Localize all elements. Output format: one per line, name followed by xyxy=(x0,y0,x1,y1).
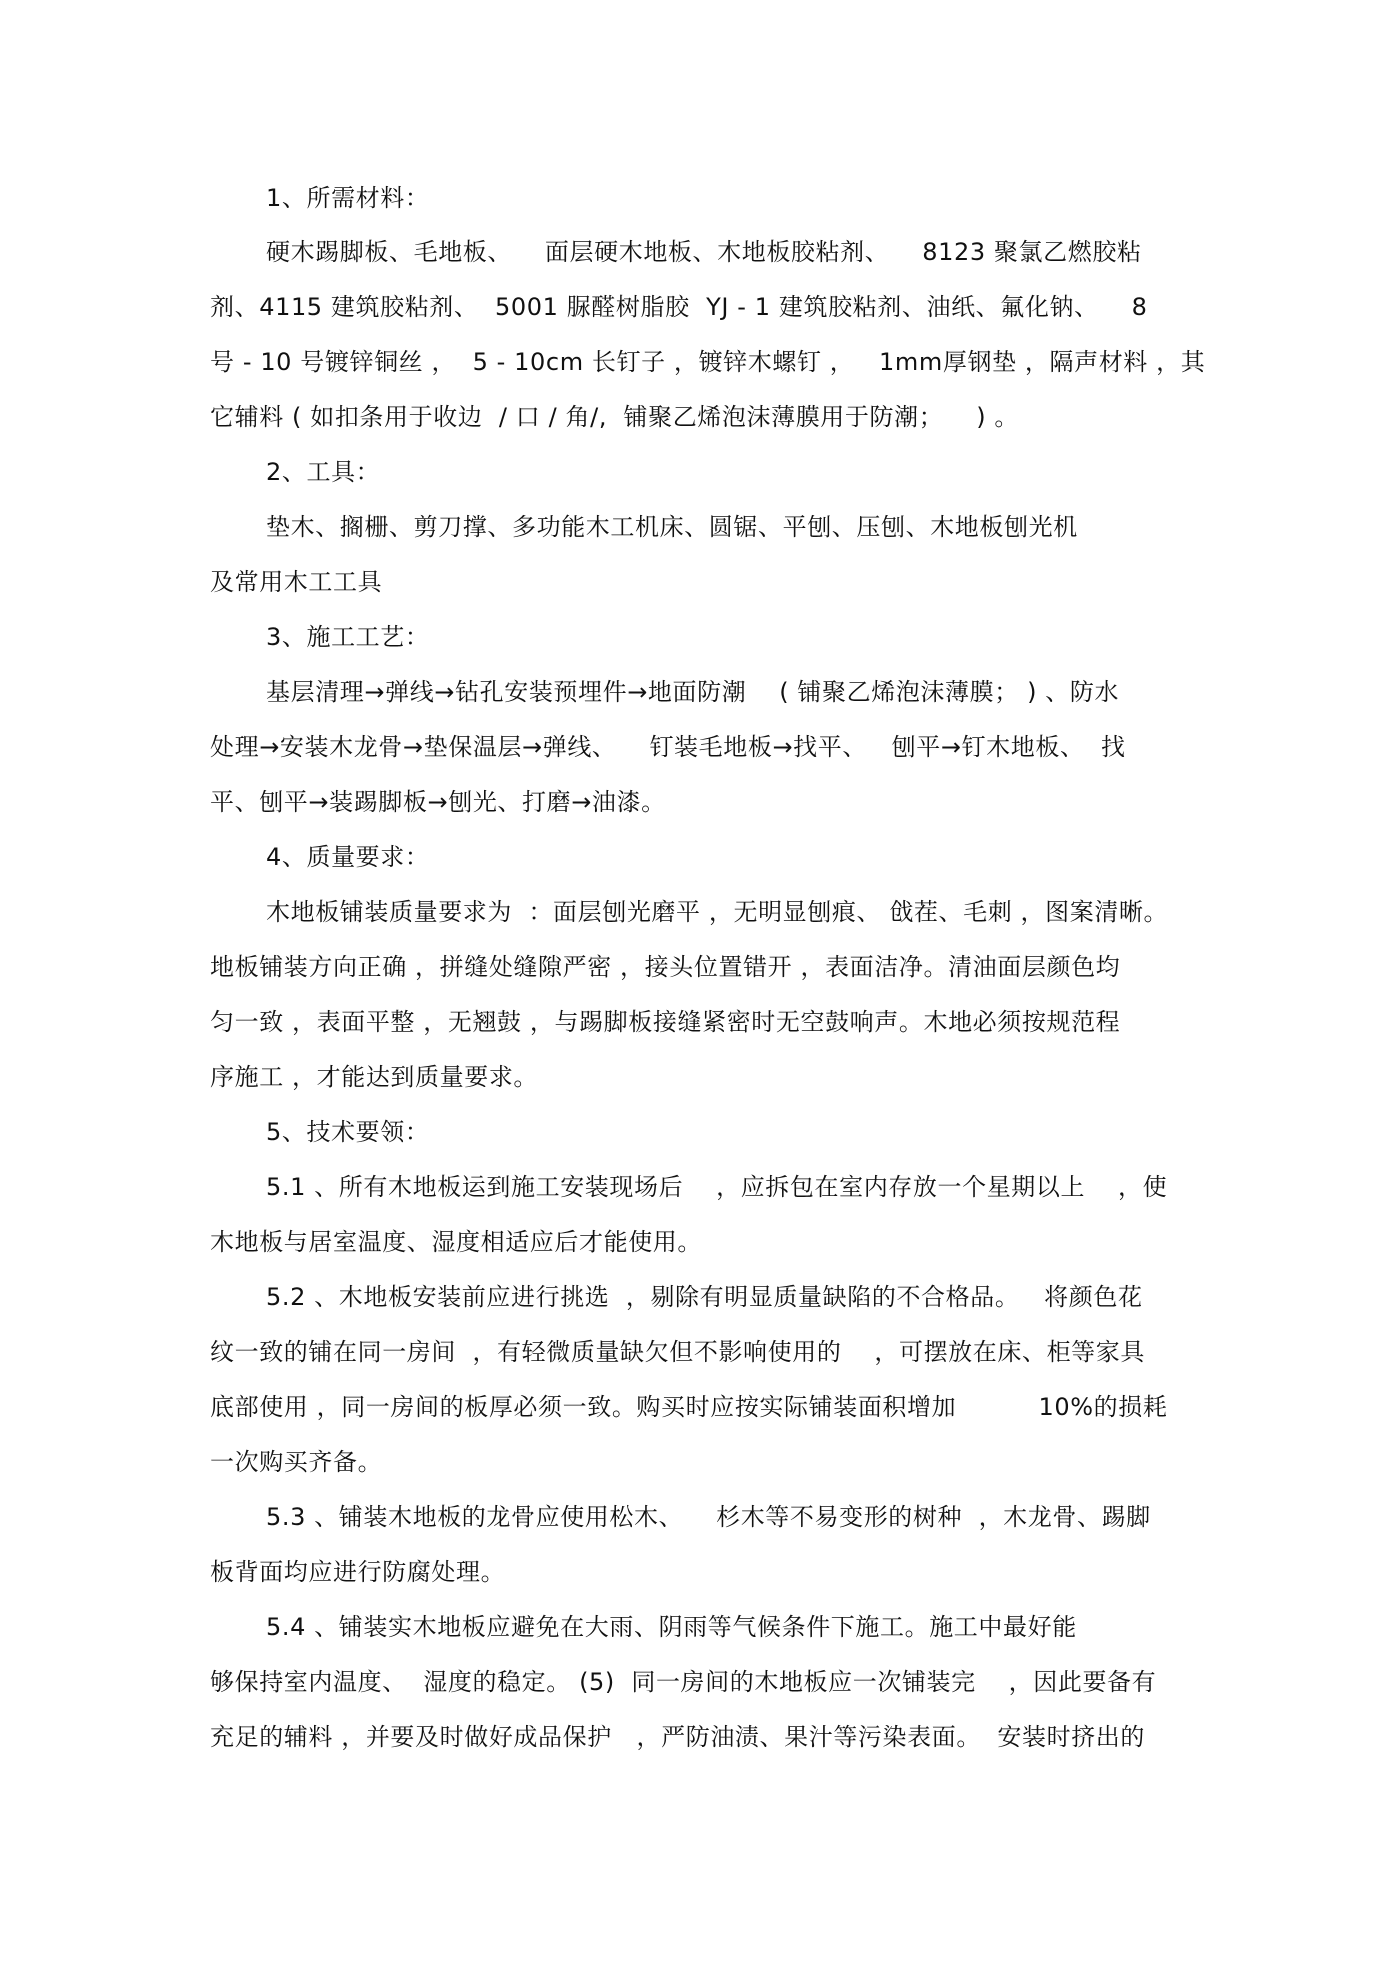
heading-technique: 5、技术要领： xyxy=(266,1118,430,1146)
text-line: 硬木踢脚板、毛地板、 面层硬木地板、木地板胶粘剂、 8123 聚氯乙燃胶粘 xyxy=(266,238,1142,266)
text-line: 底部使用 ，同一房间的板厚必须一致。购买时应按实际铺装面积增加 10%的损耗 xyxy=(210,1393,1168,1421)
text-line: 它辅料 ( 如扣条用于收边 / 口 / 角/, 铺聚乙烯泡沫薄膜用于防潮； ) 。 xyxy=(210,403,1020,431)
text-line: 木地板铺装质量要求为 ：面层刨光磨平 ，无明显刨痕、 戗茬、毛刺 ，图案清晰。 xyxy=(266,898,1169,926)
text-line: 充足的辅料 ，并要及时做好成品保护 ，严防油渍、果汁等污染表面。 安装时挤出的 xyxy=(210,1723,1145,1751)
text-line: 5.2 、木地板安装前应进行挑选 ，剔除有明显质量缺陷的不合格品。 将颜色花 xyxy=(266,1283,1143,1311)
text-line: 板背面均应进行防腐处理。 xyxy=(210,1558,506,1586)
text-line: 垫木、搁栅、剪刀撑、多功能木工机床、圆锯、平刨、压刨、木地板刨光机 xyxy=(266,513,1078,541)
text-line: 5.1 、所有木地板运到施工安装现场后 ，应拆包在室内存放一个星期以上 ，使 xyxy=(266,1173,1168,1201)
text-line: 基层清理→弹线→钻孔安装预埋件→地面防潮 ( 铺聚乙烯泡沫薄膜； ) 、防水 xyxy=(266,678,1120,706)
text-line: 处理→安装木龙骨→垫保温层→弹线、 钉装毛地板→找平、 刨平→钉木地板、 找 xyxy=(210,733,1126,761)
text-line: 序施工 ，才能达到质量要求。 xyxy=(210,1063,539,1091)
heading-materials: 1、所需材料： xyxy=(266,184,430,212)
text-line: 及常用木工工具 xyxy=(210,568,383,596)
heading-tools: 2、工具： xyxy=(266,458,381,486)
text-line: 号 - 10 号镀锌铜丝 ， 5 - 10cm 长钉子 ，镀锌木螺钉 ， 1mm厚钢垫 ，隔声材料 ，其 xyxy=(210,348,1206,376)
text-line: 木地板与居室温度、湿度相适应后才能使用。 xyxy=(210,1228,702,1256)
text-line: 剂、4115 建筑胶粘剂、 5001 脲醛树脂胶 YJ - 1 建筑胶粘剂、油纸、氟化钠、 8 xyxy=(210,293,1148,321)
text-line: 够保持室内温度、 湿度的稳定。 (5) 同一房间的木地板应一次铺装完 ，因此要备有 xyxy=(210,1668,1157,1696)
text-line: 匀一致 ，表面平整 ，无翘鼓 ，与踢脚板接缝紧密时无空鼓响声。木地必须按规范程 xyxy=(210,1008,1121,1036)
text-line: 地板铺装方向正确 ，拼缝处缝隙严密 ，接头位置错开 ，表面洁净。清油面层颜色均 xyxy=(210,953,1121,981)
text-line: 纹一致的铺在同一房间 ，有轻微质量缺欠但不影响使用的 ，可摆放在床、柜等家具 xyxy=(210,1338,1145,1366)
heading-quality: 4、质量要求： xyxy=(266,843,430,871)
text-line: 平、刨平→装踢脚板→刨光、打磨→油漆。 xyxy=(210,788,666,816)
heading-process: 3、施工工艺： xyxy=(266,623,430,651)
text-line: 一次购买齐备。 xyxy=(210,1448,383,1476)
text-line: 5.4 、铺装实木地板应避免在大雨、阴雨等气候条件下施工。施工中最好能 xyxy=(266,1613,1077,1641)
text-line: 5.3 、铺装木地板的龙骨应使用松木、 杉木等不易变形的树种 ，木龙骨、踢脚 xyxy=(266,1503,1151,1531)
